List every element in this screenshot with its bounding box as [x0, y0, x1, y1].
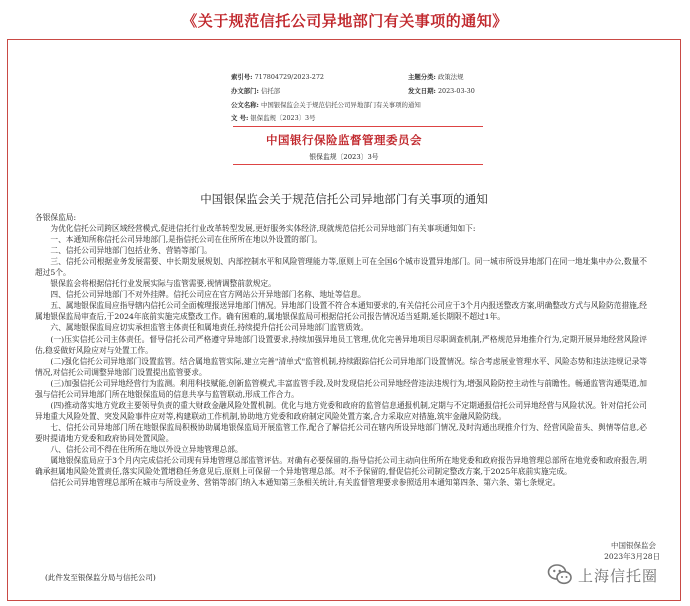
article-headline: 《关于规范信托公司异地部门有关事项的通知》	[182, 12, 508, 30]
paragraph: (一)压实信托公司主体责任。督导信托公司严格遵守异地部门设置要求,持续加强异地员工管理,优化完善异地项目尽职调查机制,严格规范异地推介行为,定期开展异地经营风险评估,稳妥做好风险应对与处置工作。	[35, 334, 647, 355]
signing-date: 2023年3月28日	[604, 552, 660, 561]
meta-index: 索引号: 717804729/2023-272	[231, 73, 324, 81]
wechat-icon	[547, 562, 573, 588]
salutation: 各银保监局:	[35, 213, 77, 222]
header-divider	[233, 126, 483, 127]
meta-date: 发文日期: 2023-03-30	[408, 87, 475, 95]
paragraph: 五、属地银保监局应指导辖内信托公司全面梳理报送异地部门情况。异地部门设置不符合本通知要求的,有关信托公司应于3个月内报送整改方案,明确整改方式与风险防范措施,经属地银保监局审查后,于2024年底前实施完成整改工作。确有困难的,属地银保监局可根据信托公司报告情况适当延期,延长期限不超过1年。	[35, 301, 647, 322]
paragraph: 为优化信托公司跨区域经营模式,促进信托行业改革转型发展,更好服务实体经济,现就规范信托公司异地部门有关事项通知如下:	[50, 224, 476, 234]
paragraph: 一、本通知所称信托公司异地部门,是指信托公司在住所所在地以外设置的部门。	[50, 235, 322, 245]
paragraph: 四、信托公司异地部门不对外挂牌。信托公司应在官方网站公开异地部门名称、地址等信息。	[50, 290, 366, 300]
paragraph: (二)强化信托公司异地部门设置监管。结合属地监管实际,建立完善"清单式"监管机制,持续跟踪信托公司异地部门设置情况。综合考虑展业管理水平、风险态势和违法违规记录等情况,对信托公司调整异地部门设置提出监管要求。	[35, 356, 647, 377]
paragraph: 属地银保监局应于3个月内完成信托公司现有异地管理总部监管评估。对确有必要保留的,指导信托公司主动向住所所在地党委和政府报告异地管理总部所在地党委和政府报告,明确承担属地风险处置责任,落实风险处置增稳任务意见后,原则上可保留一个异地管理总部。对不予保留的,督促信托公司制定整改方案,于2025年底前实施完成。	[35, 456, 647, 477]
paragraph: 二、信托公司异地部门包括业务、营销等部门。	[50, 246, 212, 256]
document-page	[7, 39, 681, 601]
meta-file-no: 文 号: 银保监规〔2023〕3号	[231, 114, 316, 122]
meta-subject: 主题分类: 政策法规	[408, 73, 464, 81]
issuer-divider	[233, 164, 483, 165]
paragraph: (三)加强信托公司异地经营行为监测。利用科技赋能,创新监管模式,丰富监管手段,及时发现信托公司异地经营违法违规行为,增强风险防控主动性与前瞻性。畅通监管沟通渠道,加强与信托公司异地部门所在地银保监局的信息共享与监管联动,形成工作合力。	[35, 378, 647, 399]
notice-title: 中国银保监会关于规范信托公司异地部门有关事项的通知	[200, 192, 488, 206]
paragraph: (四)推动落实地方党政主要领导负责的重大财政金融风险处置机制。优化与地方党委和政府的监管信息通报机制,定期与不定期通报信托公司异地经营与风险状况。针对信托公司异地重大风险处置、突发风险事件应对等,构建联动工作机制,协助地方党委和政府制定风险处置方案,合力采取应对措施,筑牢金融风险防线。	[35, 400, 647, 421]
meta-office: 办文部门: 信托部	[231, 87, 281, 95]
paragraph: 七、信托公司异地部门所在地银保监局积极协助属地银保监局开展监管工作,配合了解信托公司在辖内所设异地部门情况,及时沟通出现推介行为、经营风险苗头、舆情等信息,必要时提请地方党委和政府协同处置风险。	[35, 422, 647, 443]
notice-body	[35, 212, 647, 488]
signing-org: 中国银保监会	[611, 541, 656, 550]
paragraph: 银保监会将根据信托行业发展实际与监管需要,视情调整前款规定。	[50, 279, 276, 289]
issuer-name: 中国银行保险监督管理委员会	[266, 133, 422, 147]
doc-number: 银保监规〔2023〕3号	[309, 153, 379, 161]
meta-doc-name: 公文名称: 中国银保监会关于规范信托公司异地部门有关事项的通知	[231, 101, 421, 109]
watermark-text: 上海信托圈	[577, 566, 658, 585]
paragraph: 六、属地银保监局应切实承担监管主体责任和属地责任,持续提升信托公司异地部门监管质效。	[50, 323, 369, 333]
distribution-note: (此件发至银保监分局与信托公司)	[45, 573, 156, 582]
paragraph: 八、信托公司不得在住所所在地以外设立异地管理总部。	[50, 444, 243, 454]
paragraph: 信托公司异地管理总部所在城市与所设业务、营销等部门纳入本通知第三条相关统计,有关监督管理要求参照适用本通知第四条、第六条、第七条规定。	[50, 478, 561, 488]
watermark	[547, 562, 658, 588]
paragraph: 三、信托公司根据业务发展需要、中长期发展规划、内部控制水平和风险管理能力等,原则上可在全国6个城市设置异地部门。同一城市所设异地部门在同一地址集中办公,数量不超过5个。	[35, 257, 647, 278]
